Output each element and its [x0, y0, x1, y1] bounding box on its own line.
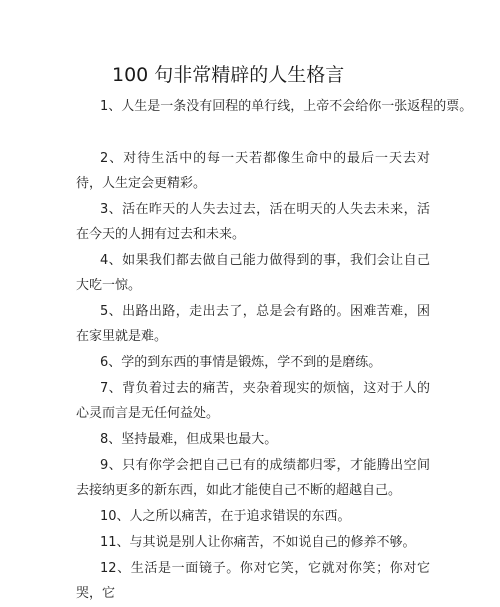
- quote-item: 11、与其说是别人让你痛苦，不如说自己的修养不够。: [100, 535, 416, 550]
- quote-item: 4、如果我们都去做自己能力做得到的事，我们会让自己大吃一惊。: [76, 253, 430, 293]
- quote-item: 8、坚持最难，但成果也最大。: [100, 432, 278, 447]
- quote-item: 9、只有你学会把自己已有的成绩都归零，才能腾出空间去接纳更多的新东西，如此才能使自己不断的超越自己。: [76, 458, 430, 498]
- quote-item: 7、背负着过去的痛苦，夹杂着现实的烦恼，这对于人的心灵而言是无任何益处。: [76, 381, 430, 421]
- quote-item: 2、对待生活中的每一天若都像生命中的最后一天去对待，人生定会更精彩。: [76, 151, 430, 191]
- quote-item: 5、出路出路，走出去了，总是会有路的。困难苦难，困在家里就是难。: [76, 304, 430, 344]
- quote-item: 1、人生是一条没有回程的单行线，上帝不会给你一张返程的票。: [100, 99, 473, 114]
- quote-item: 12、生活是一面镜子。你对它笑，它就对你笑；你对它哭，它: [76, 561, 430, 601]
- quote-item: 3、活在昨天的人失去过去，活在明天的人失去未来，活在今天的人拥有过去和未来。: [76, 202, 430, 242]
- quote-list: [76, 94, 473, 607]
- quote-item: 10、人之所以痛苦，在于追求错误的东西。: [100, 509, 351, 524]
- document-title: 100 句非常精辟的人生格言: [112, 64, 345, 86]
- quote-item: 6、学的到东西的事情是锻炼，学不到的是磨练。: [100, 355, 382, 370]
